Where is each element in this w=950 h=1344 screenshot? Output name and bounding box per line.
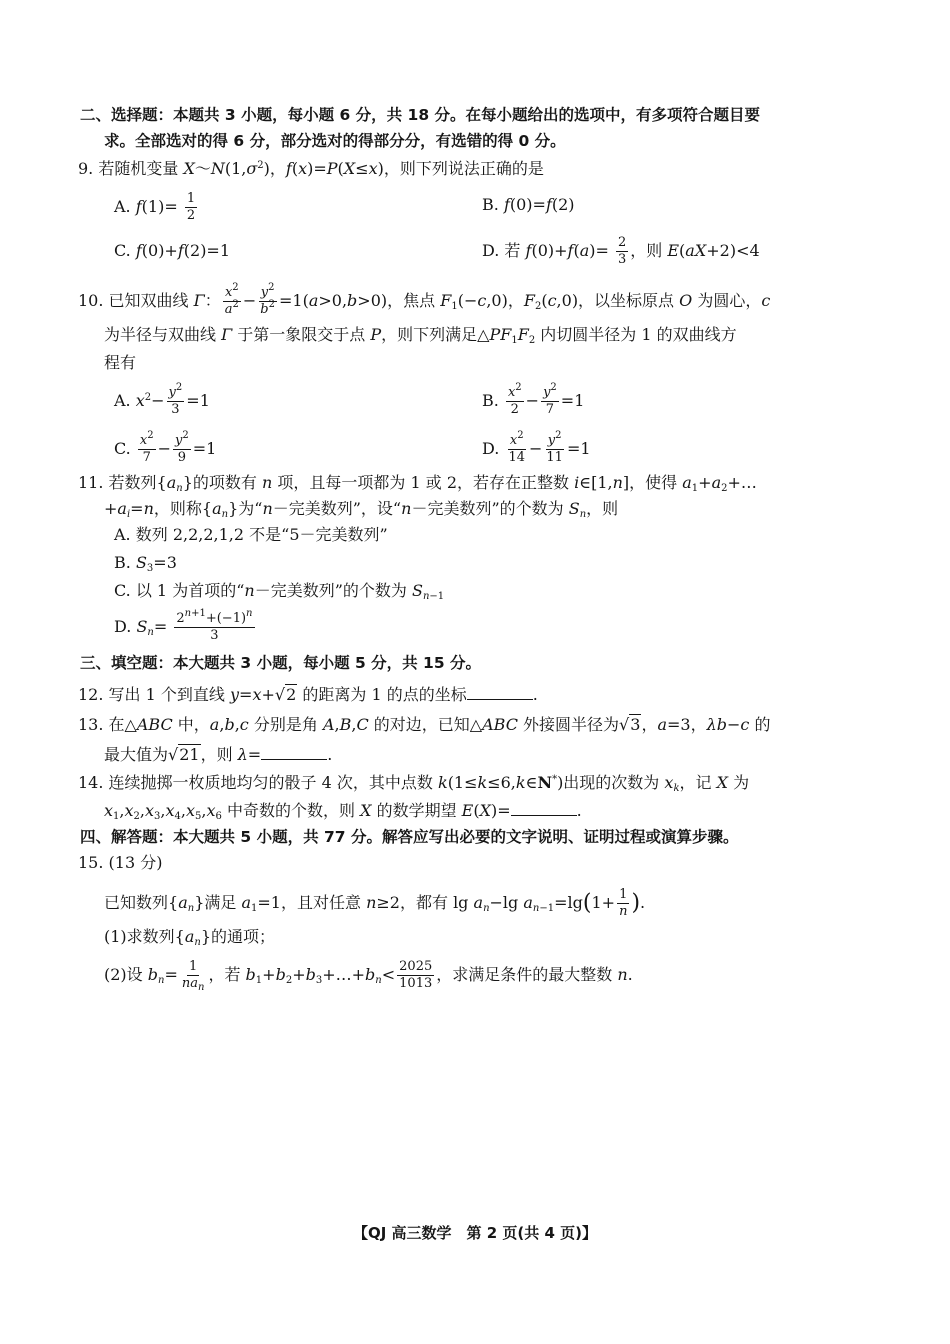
section-2-title-line-2: 求。全部选对的得 6 分，部分选对的得部分分，有选错的得 0 分。 bbox=[104, 132, 566, 150]
q9-option-b: B. f(0)=f(2) bbox=[482, 195, 575, 214]
q10-option-d: D. $\frac{x^2}{14}$ − $\frac{y^2}{11}$ =1 bbox=[482, 430, 591, 465]
q15-line-1: 已知数列$\{a_n\}$满足 $a_1=1$，且对任意 n≥2，都有 $\lg a_n-\lg$ $a_{n-1}=\lg(1+$ $\frac{1}{n}$ ). bbox=[104, 887, 646, 919]
section-4-title: 四、解答题：本大题共 5 小题，共 77 分。解答应写出必要的文字说明、证明过程或演算步骤。 bbox=[80, 828, 739, 846]
q11-option-b: B. $S_3=3$ bbox=[114, 553, 177, 574]
q11-option-a: A. 数列 2,2,2,1,2 不是“5－完美数列” bbox=[114, 525, 388, 544]
q10-stem-line-3: 程有 bbox=[104, 353, 137, 372]
q10-stem-line-2: 为半径与双曲线 Γ 于第一象限交于点 P，则下列满足$\triangle PF_1F_2$ 内切圆半径为 1 的双曲线方 bbox=[104, 325, 737, 346]
q11-option-d: D. $S_n=$ $\frac{2^{n+1}+(-1)^n}{3}$ bbox=[114, 608, 253, 643]
q12-answer-blank[interactable] bbox=[467, 685, 533, 700]
q15-part-1: (1)求数列$\{a_n\}$的通项； bbox=[104, 927, 276, 948]
q9-option-a: A. f(1)= $\frac{1}{2}$ bbox=[114, 191, 196, 223]
q10-option-b: B. $\frac{x^2}{2}$ − $\frac{y^2}{7}$ =1 bbox=[482, 382, 585, 417]
q12: 12. 写出 1 个到直线 y=x+√2 的距离为 1 的点的坐标 . bbox=[78, 685, 538, 704]
section-3-title: 三、填空题：本大题共 3 小题，每小题 5 分，共 15 分。 bbox=[80, 654, 482, 672]
q11-stem-line-1: 11. 若数列$\{a_n\}$的项数有 n 项，且每一项都为 1 或 2，若存在正整数 i∈[1,n]，使得 $a_1+a_2+\dots$ bbox=[78, 473, 757, 494]
q11-stem-line-2: $+a_i=n$，则称$\{a_n\}$为“n－完美数列”，设“n－完美数列”的个数为 $S_n$，则 bbox=[104, 499, 619, 520]
q15-head: 15. (13 分) bbox=[78, 853, 163, 872]
q14-line-2: $x_1,x_2,x_3,x_4,x_5,x_6$ 中奇数的个数，则 X 的数学期望 E(X)= . bbox=[104, 801, 582, 822]
section-2-title-line-1: 二、选择题：本题共 3 小题，每小题 6 分，共 18 分。在每小题给出的选项中，有多项符合题目要 bbox=[80, 106, 761, 124]
q14-line-1: 14. 连续抛掷一枚质地均匀的骰子 4 次，其中点数 k(1≤k≤6,k∈N*)出现的次数为 $x_k$，记 X 为 bbox=[78, 773, 750, 794]
q13-answer-blank[interactable] bbox=[261, 745, 327, 760]
q11-option-c: C. 以 1 为首项的“n－完美数列”的个数为 $S_{n-1}$ bbox=[114, 581, 445, 602]
q10-option-a: A. $x^2-$ $\frac{y^2}{3}$ =1 bbox=[114, 382, 210, 417]
q15-part-2: (2)设 $b_n=$ $\frac{1}{na_n}$ ，若 $b_1+b_2+b_3+\dots+b_n<$ $\frac{2025}{1013}$ ，求满足条件的最大整数 n. bbox=[104, 959, 633, 993]
q10-option-c: C. $\frac{x^2}{7}$ − $\frac{y^2}{9}$ =1 bbox=[114, 430, 217, 465]
q10-stem-line-1: 10. 已知双曲线 Γ： $\frac{x^2}{a^2}$ − $\frac{y^2}{b^2}$ =1(a>0,b>0)，焦点 $F_1(-c,0)$，$F_2(c,0)$，以坐标原点 O 为圆心，c bbox=[78, 282, 771, 317]
q9-option-d: D. 若 f(0)+f(a)= $\frac{2}{3}$ ，则 E(aX+2)<4 bbox=[482, 235, 760, 267]
q9-stem: 9. 若随机变量 $X\sim N(1,\sigma^2)$，f(x)=P(X≤x)，则下列说法正确的是 bbox=[78, 159, 544, 178]
page-footer: 【QJ 高三数学 第 2 页(共 4 页)】 bbox=[352, 1224, 598, 1242]
q14-answer-blank[interactable] bbox=[511, 801, 577, 816]
q9-option-c: C. f(0)+f(2)=1 bbox=[114, 241, 231, 260]
q13-line-2: 最大值为√21，则 λ= . bbox=[104, 745, 333, 764]
q13-line-1: 13. 在△ABC 中，a,b,c 分别是角 A,B,C 的对边，已知△ABC 外接圆半径为√3，a=3，λb−c 的 bbox=[78, 715, 771, 734]
